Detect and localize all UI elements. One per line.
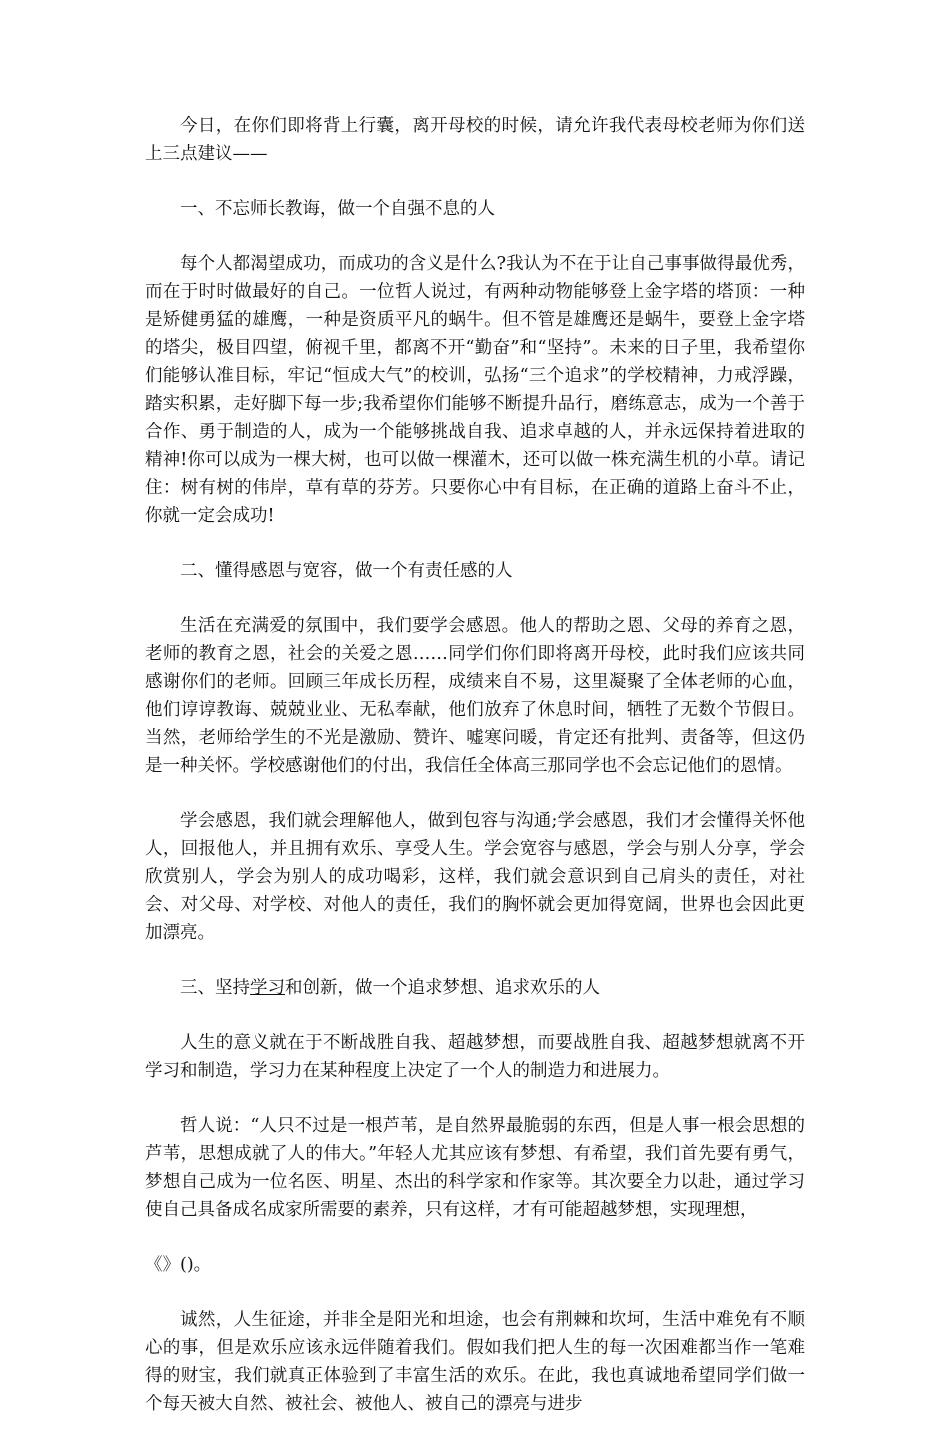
body-paragraph: 生活在充满爱的氛围中，我们要学会感恩。他人的帮助之恩、父母的养育之恩，老师的教育之恩，社会的关爱之恩……同学们你们即将离开母校，此时我们应该共同感谢你们的老师。回顾三年成长历程，成绩来自不易，这里凝聚了全体老师的心血，他们谆谆教诲、兢兢业业、无私奉献，他们放弃了休息时间，牺牲了无数个节假日。当然，老师给学生的不光是激励、赞许、嘘寒问暖，肯定还有批判、责备等，但这仍是一种关怀。学校感谢他们的付出，我信任全体高三那同学也不会忘记他们的恩情。 [145, 616, 805, 776]
body-paragraph: 每个人都渴望成功，而成功的含义是什么?我认为不在于让自己事事做得最优秀，而在于时时做最好的自己。一位哲人说过，有两种动物能够登上金字塔的塔顶：一种是矫健勇猛的雄鹰，一种是资质平凡的蜗牛。但不管是雄鹰还是蜗牛，要登上金字塔的塔尖，极目四望，俯视千里，都离不开“勤奋”和“坚持”。未来的日子里，我希望你们能够认准目标，牢记“恒成大气”的校训，弘扬“三个追求”的学校精神，力戒浮躁，踏实积累，走好脚下每一步;我希望你们能够不断提升品行，磨练意志，成为一个善于合作、勇于制造的人，成为一个能够挑战自我、追求卓越的人，并永远保持着进取的精神!你可以成为一棵大树，也可以做一棵灌木，还可以做一株充满生机的小草。请记住：树有树的伟岸，草有草的芬芳。只要你心中有目标，在正确的道路上奋斗不止，你就一定会成功! [145, 254, 805, 526]
intro-paragraph: 今日，在你们即将背上行囊，离开母校的时候，请允许我代表母校老师为你们送上三点建议—— [145, 116, 805, 164]
section-heading-1: 一、不忘师长教诲，做一个自强不息的人 [180, 199, 495, 219]
heading-text: 和创新，做一个追求梦想、追求欢乐的人 [285, 978, 600, 998]
heading-text: 三、坚持 [180, 978, 250, 998]
body-paragraph: 人生的意义就在于不断战胜自我、超越梦想，而要战胜自我、超越梦想就离不开学习和制造，学习力在某种程度上决定了一个人的制造力和进展力。 [145, 1033, 805, 1081]
section-heading-3 [145, 974, 805, 1002]
study-link[interactable]: 学习 [250, 978, 285, 998]
body-paragraph: 哲人说：“人只不过是一根芦苇，是自然界最脆弱的东西，但是人事一根会思想的芦苇，思想成就了人的伟大。”年轻人尤其应该有梦想、有希望，我们首先要有勇气，梦想自己成为一位名医、明星、杰出的科学家和作家等。其次要全力以赴，通过学习使自己具备成名成家所需要的素养，只有这样，才有可能超越梦想，实现理想， [145, 1116, 805, 1220]
body-paragraph: 学会感恩，我们就会理解他人，做到包容与沟通;学会感恩，我们才会懂得关怀他人，回报他人，并且拥有欢乐、享受人生。学会宽容与感恩，学会与别人分享，学会欣赏别人，学会为别人的成功喝彩，这样，我们就会意识到自己肩头的责任，对社会、对父母、对学校、对他人的责任，我们的胸怀就会更加得宽阔，世界也会因此更加漂亮。 [145, 811, 805, 943]
section-heading-2: 二、懂得感恩与宽容，做一个有责任感的人 [180, 561, 513, 581]
body-paragraph: 诚然，人生征途，并非全是阳光和坦途，也会有荆棘和坎坷，生活中难免有不顺心的事，但是欢乐应该永远伴随着我们。假如我们把人生的每一次困难都当作一笔难得的财宝，我们就真正体验到了丰富生活的欢乐。在此，我也真诚地希望同学们做一个每天被大自然、被社会、被他人、被自己的漂亮与进步 [145, 1310, 805, 1414]
title-placeholder-line: 《》()。 [145, 1255, 212, 1275]
document-body [145, 112, 805, 1445]
